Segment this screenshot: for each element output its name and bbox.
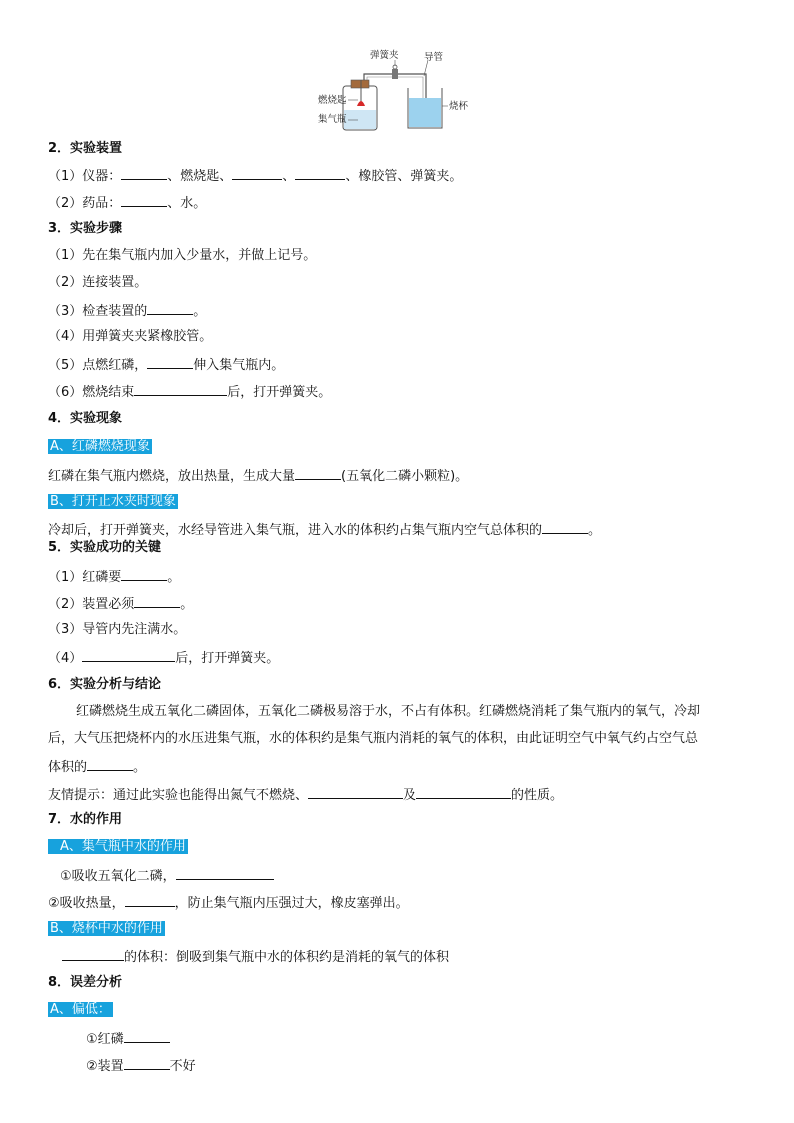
s3-l6b: 后，打开弹簧夹。 <box>227 385 332 400</box>
highlight-tag-b: B、打开止水夹时现象 <box>50 494 176 509</box>
s6-para-line-1: 红磷燃烧生成五氧化二磷固体，五氧化二磷极易溶于水，不占有体积。红磷燃烧消耗了集气瓶内的氧气，冷却 <box>76 704 701 719</box>
blank <box>308 785 403 799</box>
s4-lb1: 冷却后，打开弹簧夹，水经导管进入集气瓶，进入水的体积约占集气瓶内空气总体积的 <box>48 523 543 538</box>
s7-l2b: ，防止集气瓶内压强过大，橡皮塞弹出。 <box>174 896 409 911</box>
s5-line-4 <box>48 648 279 668</box>
s5-line-3: （3）导管内先注满水。 <box>48 622 187 637</box>
blank <box>134 382 227 396</box>
s7-l3: 的体积：倒吸到集气瓶中水的体积约是消耗的氧气的体积 <box>124 950 450 965</box>
s7-l2a: ②吸收热量， <box>48 896 125 911</box>
s4-la1: 红磷在集气瓶内燃烧，放出热量，生成大量 <box>48 469 296 484</box>
blank <box>121 193 167 207</box>
s3-line-4: （4）用弹簧夹夹紧橡胶管。 <box>48 329 213 344</box>
label-spoon: 燃烧匙 <box>318 95 347 106</box>
s4-tag-a <box>48 438 152 456</box>
s2-l1a: （1）仪器： <box>48 169 122 184</box>
s4-line-b <box>48 520 601 540</box>
s2-l1b: 、燃烧匙、 <box>167 169 233 184</box>
section-3-heading: 3．实验步骤 <box>48 221 123 236</box>
s3-l3b: 。 <box>193 304 207 319</box>
s6-tip <box>48 785 563 805</box>
blank <box>232 166 282 180</box>
blank <box>62 947 124 961</box>
blank <box>124 1056 170 1070</box>
blank <box>147 301 193 315</box>
s3-l5b: 伸入集气瓶内。 <box>193 358 285 373</box>
s8-l2a: ②装置 <box>86 1059 124 1074</box>
blank <box>134 594 180 608</box>
highlight-tag-a: A、集气瓶中水的作用 <box>48 839 188 854</box>
s2-l2b: 、水。 <box>167 196 207 211</box>
s6-p3a: 体积的 <box>48 760 88 775</box>
s6-p3b: 。 <box>133 760 147 775</box>
s3-line-2: （2）连接装置。 <box>48 275 148 290</box>
section-6-heading: 6．实验分析与结论 <box>48 677 162 692</box>
s2-l2a: （2）药品： <box>48 196 122 211</box>
s4-la2: (五氧化二磷小颗粒)。 <box>341 469 469 484</box>
s7-l1: ①吸收五氧化二磷， <box>60 869 176 884</box>
section-8-heading: 8．误差分析 <box>48 975 123 990</box>
s5-l1b: 。 <box>167 570 181 585</box>
s8-l2b: 不好 <box>169 1059 196 1074</box>
section-5-heading: 5．实验成功的关键 <box>48 540 162 555</box>
s7-line-3 <box>62 947 449 967</box>
blank <box>124 1029 170 1043</box>
highlight-tag-b: B、烧杯中水的作用 <box>50 921 163 936</box>
blank <box>87 757 133 771</box>
s4-line-a <box>48 466 468 486</box>
s2-line-2 <box>48 193 206 213</box>
s6-tipb: 及 <box>403 788 417 803</box>
blank <box>82 648 175 662</box>
s8-line-2 <box>86 1056 196 1076</box>
section-7-heading: 7．水的作用 <box>48 812 123 827</box>
blank <box>147 355 193 369</box>
s5-l2a: （2）装置必须 <box>48 597 135 612</box>
s3-line-3 <box>48 301 206 321</box>
s3-l3a: （3）检查装置的 <box>48 304 148 319</box>
blank <box>121 567 167 581</box>
s3-l6a: （6）燃烧结束 <box>48 385 135 400</box>
apparatus-figure <box>318 48 478 134</box>
highlight-tag-a: A、偏低： <box>50 1002 111 1017</box>
label-clip: 弹簧夹 <box>370 50 399 61</box>
s4-tag-b <box>48 493 178 511</box>
s8-line-1 <box>86 1029 170 1049</box>
s6-tipc: 的性质。 <box>511 788 564 803</box>
s2-l1d: 、橡胶管、弹簧夹。 <box>345 169 463 184</box>
blank <box>295 166 345 180</box>
s4-lb2: 。 <box>588 523 602 538</box>
s5-line-2 <box>48 594 193 614</box>
blank <box>295 466 341 480</box>
section-2-heading: 2．实验装置 <box>48 141 123 156</box>
s5-l4b: 后，打开弹簧夹。 <box>175 651 280 666</box>
s3-line-6 <box>48 382 331 402</box>
s7-tag-b <box>48 920 165 938</box>
s7-line-2 <box>48 893 409 913</box>
label-bottle: 集气瓶 <box>318 114 347 125</box>
label-tube: 导管 <box>424 52 444 63</box>
s5-l2b: 。 <box>180 597 194 612</box>
blank <box>176 866 274 880</box>
s6-para-line-2: 后，大气压把烧杯内的水压进集气瓶，水的体积约是集气瓶内消耗的氧气的体积，由此证明空气中氧气约占空气总 <box>48 731 699 746</box>
section-4-heading: 4．实验现象 <box>48 411 123 426</box>
blank <box>125 893 175 907</box>
s8-l1: ①红磷 <box>86 1032 124 1047</box>
s3-l5a: （5）点燃红磷， <box>48 358 148 373</box>
s3-line-1: （1）先在集气瓶内加入少量水，并做上记号。 <box>48 248 317 263</box>
label-beaker: 烧杯 <box>449 101 469 112</box>
s6-tipa: 友情提示：通过此实验也能得出氮气不燃烧、 <box>48 788 309 803</box>
s5-l1a: （1）红磷要 <box>48 570 122 585</box>
blank <box>416 785 511 799</box>
blank <box>121 166 167 180</box>
blank <box>542 520 588 534</box>
s7-tag-a <box>48 838 188 856</box>
highlight-tag-a: A、红磷燃烧现象 <box>50 439 150 454</box>
s8-tag-a <box>48 1001 113 1019</box>
s2-line-1 <box>48 166 462 186</box>
s2-l1c: 、 <box>282 169 296 184</box>
s5-line-1 <box>48 567 180 587</box>
s3-line-5 <box>48 355 284 375</box>
s5-l4a: （4） <box>48 651 83 666</box>
s6-para-line-3 <box>48 757 146 777</box>
s7-line-1 <box>60 866 274 886</box>
